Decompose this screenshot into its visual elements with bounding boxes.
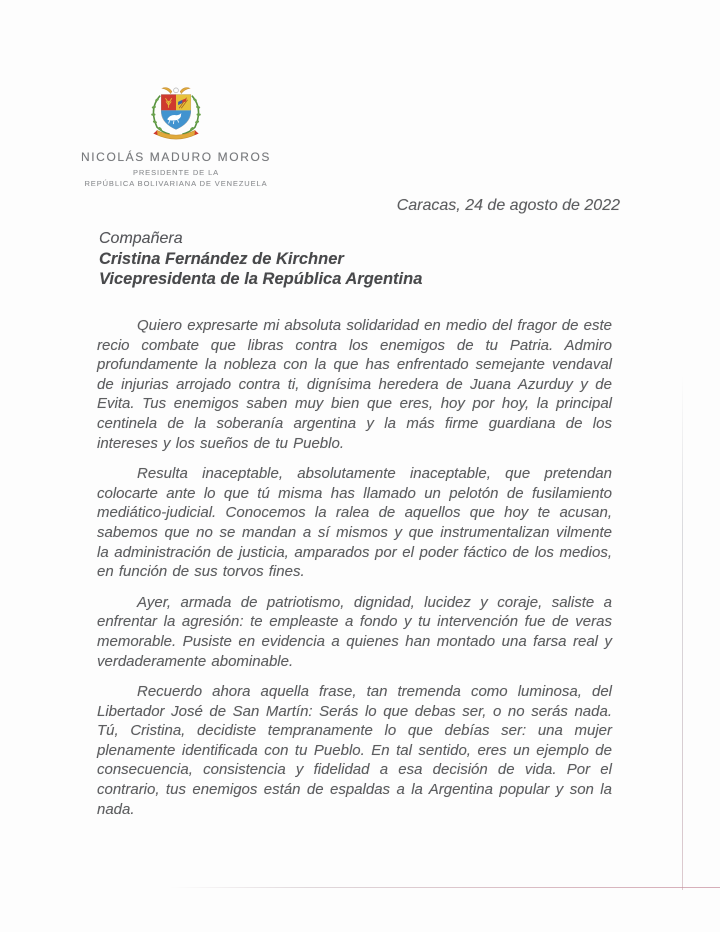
fold-crease (170, 887, 720, 888)
recipient-salutation: Compañera (99, 230, 183, 247)
president-name: NICOLÁS MADURO MOROS (80, 150, 271, 164)
recipient-name: Cristina Fernández de Kirchner (99, 250, 344, 268)
president-title-line2: REPÚBLICA BOLIVARIANA DE VENEZUELA (84, 179, 268, 188)
recipient-block (99, 229, 422, 289)
recipient-title: Vicepresidenta de la República Argentina (99, 270, 423, 288)
paragraph: Ayer, armada de patriotismo, dignidad, lucidez y coraje, saliste a enfrentar la agresión: te empleaste a fondo y tu intervención fue de veras memorable. Pusiste en evidencia a quienes han montado una farsa real y verdaderamente abominable. (97, 593, 612, 670)
president-title-line1: PRESIDENTE DE LA (132, 168, 220, 177)
paragraph: Recuerdo ahora aquella frase, tan tremenda como luminosa, del Libertador José de San Martín: Serás lo que debas ser, o no serás nada. Tú, Cristina, decidiste tempranamente lo que debías ser: una mujer plenamente identificada con tu Pueblo. En tal sentido, eres un ejemplo de consecuencia, consistencia y fidelidad a esa decisión de vida. Por el contrario, tus enemigos están de espaldas a la Argentina popular y son la nada. (97, 683, 612, 818)
venezuela-coat-of-arms-icon (144, 84, 208, 142)
paragraph: Resulta inaceptable, absolutamente inaceptable, que pretendan colocarte ante lo que tú misma has llamado un pelotón de fusilamiento mediático-judicial. Conocemos la ralea de aquellos que hoy te acusan, sabemos que no se mandan a sí mismos y que instrumentalizan vilmente la administración de justicia, amparados por el poder fáctico de los medios, en función de sus torvos fines. (97, 465, 612, 581)
letterhead (30, 84, 322, 189)
letter-body (97, 316, 612, 830)
dateline: Caracas, 24 de agosto de 2022 (396, 197, 620, 214)
paragraph: Quiero expresarte mi absoluta solidaridad en medio del fragor de este recio combate que libras contra los enemigos de tu Patria. Admiro profundamente la nobleza con la que has enfrentado semejante vendaval de injurias arrojado contra ti, dignísima heredera de Juana Azurduy y de Evita. Tus enemigos saben muy bien que eres, hoy por hoy, la principal centinela de la soberanía argentina y la más firme guardiana de los intereses y los sueños de tu Pueblo. (97, 317, 612, 452)
page-edge-shadow (682, 375, 683, 890)
